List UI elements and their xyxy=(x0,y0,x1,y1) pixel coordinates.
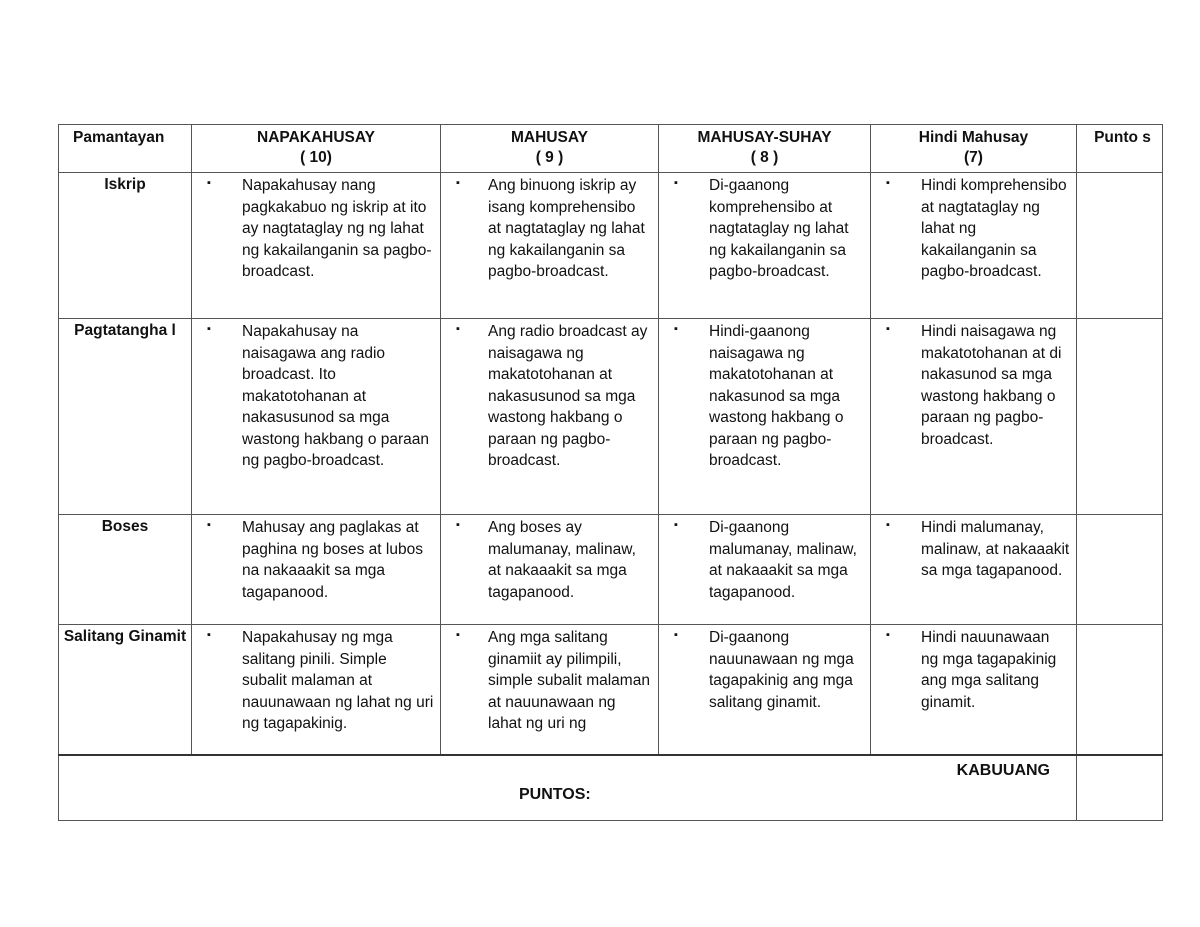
bullet-icon: ▪ xyxy=(886,629,890,641)
score-cell[interactable] xyxy=(1077,625,1163,755)
rubric-cell: ▪ Hindi-gaanong naisagawa ng makatotohanan at nakasunod sa mga wastong hakbang o paraan ng pagbo-broadcast. xyxy=(659,319,871,515)
rubric-cell: ▪ Di-gaanong nauunawaan ng mga tagapakinig ang mga salitang ginamit. xyxy=(659,625,871,755)
header-mahusay: MAHUSAY ( 9 ) xyxy=(441,125,659,173)
bullet-icon: ▪ xyxy=(674,323,678,335)
score-cell[interactable] xyxy=(1077,173,1163,319)
rubric-cell: ▪ Mahusay ang paglakas at paghina ng boses at lubos na nakaaakit sa mga tagapanood. xyxy=(192,515,441,625)
rubric-cell: ▪ Ang boses ay malumanay, malinaw, at nakaaakit sa mga tagapanood. xyxy=(441,515,659,625)
total-label-cell xyxy=(59,755,1077,821)
bullet-icon: ▪ xyxy=(886,323,890,335)
criterion-boses: Boses xyxy=(59,515,192,625)
rubric-cell: ▪ Napakahusay nang pagkakabuo ng iskrip at ito ay nagtataglay ng ng lahat ng kakailanganin sa pagbo-broadcast. xyxy=(192,173,441,319)
rubric-cell: ▪ Ang radio broadcast ay naisagawa ng makatotohanan at nakasusunod sa mga wastong hakbang o paraan ng pagbo-broadcast. xyxy=(441,319,659,515)
total-label: KABUUANG xyxy=(956,761,1050,779)
table-row xyxy=(59,515,1163,625)
bullet-icon: ▪ xyxy=(207,519,211,531)
bullet-icon: ▪ xyxy=(886,177,890,189)
header-mahusay-suhay: MAHUSAY-SUHAY ( 8 ) xyxy=(659,125,871,173)
rubric-cell: ▪ Hindi malumanay, malinaw, at nakaaakit sa mga tagapanood. xyxy=(871,515,1077,625)
header-napakahusay: NAPAKAHUSAY ( 10) xyxy=(192,125,441,173)
criterion-iskrip: Iskrip xyxy=(59,173,192,319)
bullet-icon: ▪ xyxy=(456,177,460,189)
bullet-icon: ▪ xyxy=(456,519,460,531)
bullet-icon: ▪ xyxy=(674,629,678,641)
header-pamantayan: Pamantayan xyxy=(59,125,192,173)
bullet-icon: ▪ xyxy=(456,629,460,641)
total-score-cell[interactable] xyxy=(1077,755,1163,821)
rubric-table xyxy=(58,124,1163,821)
rubric-cell: ▪ Napakahusay na naisagawa ang radio broadcast. Ito makatotohanan at nakasusunod sa mga wastong hakbang o paraan ng pagbo-broadcast. xyxy=(192,319,441,515)
table-row xyxy=(59,319,1163,515)
bullet-icon: ▪ xyxy=(886,519,890,531)
bullet-icon: ▪ xyxy=(207,629,211,641)
bullet-icon: ▪ xyxy=(207,323,211,335)
criterion-pagtatanghal: Pagtatangha l xyxy=(59,319,192,515)
bullet-icon: ▪ xyxy=(674,519,678,531)
criterion-salitang-ginamit: Salitang Ginamit xyxy=(59,625,192,755)
rubric-cell: ▪ Hindi komprehensibo at nagtataglay ng lahat ng kakailanganin sa pagbo-broadcast. xyxy=(871,173,1077,319)
header-puntos: Punto s xyxy=(1077,125,1163,173)
rubric-cell: ▪ Napakahusay ng mga salitang pinili. Simple subalit malaman at nauunawaan ng lahat ng uri ng tagapakinig. xyxy=(192,625,441,755)
bullet-icon: ▪ xyxy=(674,177,678,189)
rubric-cell: ▪ Ang mga salitang ginamiit ay pilimpili, simple subalit malaman at nauunawaan ng lahat ng uri ng xyxy=(441,625,659,755)
rubric-cell: ▪ Ang binuong iskrip ay isang komprehensibo at nagtataglay ng lahat ng kakailanganin sa pagbo-broadcast. xyxy=(441,173,659,319)
rubric-cell: ▪ Di-gaanong malumanay, malinaw, at nakaaakit sa mga tagapanood. xyxy=(659,515,871,625)
header-row xyxy=(59,125,1163,173)
score-cell[interactable] xyxy=(1077,515,1163,625)
score-cell[interactable] xyxy=(1077,319,1163,515)
header-hindi-mahusay: Hindi Mahusay (7) xyxy=(871,125,1077,173)
table-row xyxy=(59,173,1163,319)
bullet-icon: ▪ xyxy=(207,177,211,189)
table-row xyxy=(59,625,1163,755)
rubric-cell: ▪ Hindi naisagawa ng makatotohanan at di nakasunod sa mga wastong hakbang o paraan ng pagbo-broadcast. xyxy=(871,319,1077,515)
total-row xyxy=(59,755,1163,821)
rubric-cell: ▪ Di-gaanong komprehensibo at nagtataglay ng lahat ng kakailanganin sa pagbo-broadcast. xyxy=(659,173,871,319)
rubric-cell: ▪ Hindi nauunawaan ng mga tagapakinig ang mga salitang ginamit. xyxy=(871,625,1077,755)
bullet-icon: ▪ xyxy=(456,323,460,335)
points-label: PUNTOS: xyxy=(519,785,591,803)
